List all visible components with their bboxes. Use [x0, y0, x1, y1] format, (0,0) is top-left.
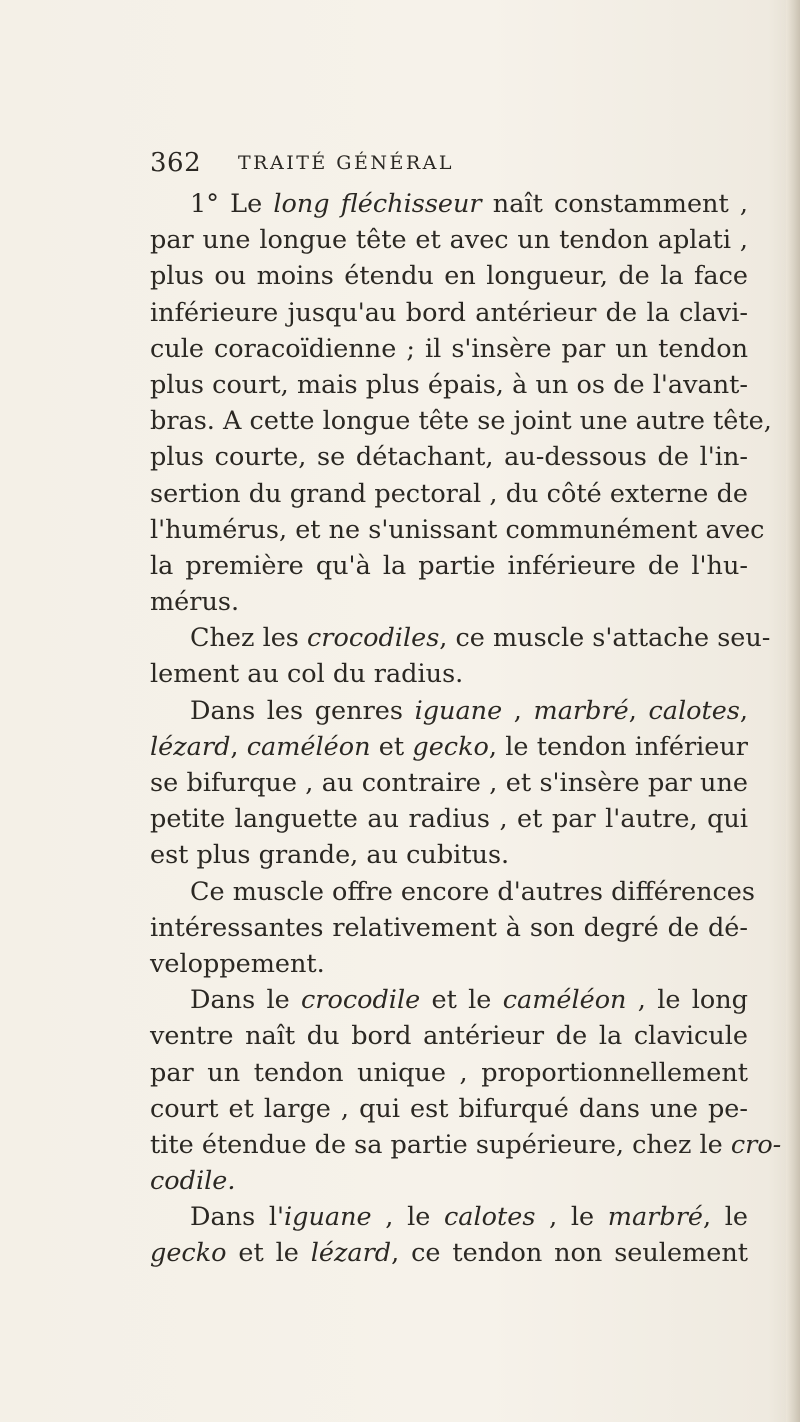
- text-segment: ventre naît du bord antérieur de la clavicule: [150, 1021, 748, 1052]
- text-line: [150, 222, 748, 258]
- text-segment: l'humérus, et ne s'unissant communément avec: [150, 514, 765, 545]
- text-segment: ,: [739, 695, 748, 726]
- page-edge: [786, 0, 800, 1422]
- italic-term: crocodile: [301, 985, 421, 1016]
- text-segment: lement au col du radius.: [150, 659, 464, 690]
- text-segment: ,: [502, 695, 534, 726]
- text-segment: veloppement.: [150, 948, 325, 979]
- text-segment: Dans le: [190, 985, 302, 1016]
- text-line: [150, 801, 748, 837]
- text-segment: inférieure jusqu'au bord antérieur de la clavi-: [150, 297, 748, 328]
- italic-term: crocodiles: [307, 623, 440, 654]
- text-segment: , ce muscle s'attache seu-: [439, 623, 771, 654]
- text-segment: , ce tendon non seulement: [391, 1238, 748, 1269]
- text-segment: plus courte, se détachant, au-dessous de l'in-: [150, 442, 748, 473]
- text-line: [150, 403, 772, 439]
- italic-term: caméléon: [246, 731, 371, 762]
- text-segment: et le: [420, 985, 503, 1016]
- text-line: [150, 258, 748, 294]
- text-line: [150, 1055, 748, 1091]
- text-segment: plus court, mais plus épais, à un os de l'avant-: [150, 369, 748, 400]
- text-line: [150, 1127, 782, 1163]
- text-segment: , le: [702, 1202, 749, 1233]
- text-segment: sertion du grand pectoral , du côté externe de: [150, 478, 748, 509]
- text-segment: ,: [628, 695, 649, 726]
- italic-term: marbré: [607, 1202, 703, 1233]
- page-header: [150, 148, 710, 178]
- text-line: [150, 620, 771, 656]
- italic-term: long fléchisseur: [273, 189, 482, 219]
- italic-term: caméléon: [502, 985, 627, 1016]
- text-line: [150, 656, 748, 692]
- text-line: [150, 476, 748, 512]
- text-segment: par un tendon unique , proportionnellement: [150, 1057, 748, 1088]
- text-line: [150, 729, 748, 765]
- body-text: [150, 186, 782, 1272]
- text-segment: plus ou moins étendu en longueur, de la face: [150, 261, 748, 292]
- text-segment: mérus.: [150, 587, 240, 618]
- italic-term: calotes: [648, 695, 740, 726]
- text-segment: Dans l': [190, 1202, 284, 1233]
- text-segment: et: [370, 731, 413, 762]
- italic-term: iguane: [284, 1202, 372, 1233]
- text-segment: se bifurque , au contraire , et s'insère par une: [150, 768, 748, 798]
- text-segment: 1° Le: [190, 189, 274, 219]
- italic-term: iguane: [414, 695, 503, 726]
- text-line: [150, 295, 748, 331]
- text-segment: petite languette au radius , et par l'autre, qui: [150, 804, 748, 835]
- italic-term: marbré: [533, 695, 629, 726]
- text-segment: Ce muscle offre encore d'autres différences: [190, 876, 755, 907]
- text-segment: Dans les genres: [190, 695, 415, 726]
- text-line: [150, 910, 748, 946]
- text-line: [150, 1018, 748, 1054]
- text-line: [150, 367, 748, 403]
- text-segment: , le: [371, 1202, 444, 1233]
- text-line: [150, 1091, 748, 1127]
- text-segment: intéressantes relativement à son degré de dé-: [150, 912, 748, 943]
- text-line: [150, 1235, 748, 1271]
- italic-term: cro-: [730, 1129, 782, 1160]
- text-segment: la première qu'à la partie inférieure de l'hu-: [150, 550, 748, 581]
- text-line: [150, 439, 748, 475]
- text-line: [150, 837, 748, 873]
- text-segment: cule coracoïdienne ; il s'insère par un tendon: [150, 333, 748, 364]
- page-number: 362: [150, 148, 202, 178]
- text-segment: est plus grande, au cubitus.: [150, 840, 510, 871]
- text-segment: naît constamment ,: [481, 189, 748, 219]
- text-line: [150, 584, 748, 620]
- text-line: [150, 1199, 748, 1235]
- text-segment: , le tendon inférieur: [488, 731, 748, 762]
- text-line: [150, 982, 748, 1018]
- text-line: [150, 693, 748, 729]
- text-segment: tite étendue de sa partie supérieure, chez le: [150, 1129, 731, 1160]
- text-line: [150, 548, 748, 584]
- text-line: [150, 331, 748, 367]
- text-segment: et le: [226, 1238, 311, 1269]
- text-line: [150, 874, 755, 910]
- text-segment: bras. A cette longue tête se joint une autre tête,: [150, 406, 772, 437]
- text-segment: , le: [535, 1202, 608, 1233]
- italic-term: lézard: [150, 731, 231, 762]
- text-segment: Chez les: [190, 623, 308, 654]
- italic-term: gecko: [150, 1238, 227, 1269]
- italic-term: codile.: [150, 1166, 236, 1197]
- italic-term: lézard: [310, 1238, 392, 1269]
- text-segment: , le long: [626, 985, 748, 1016]
- text-line: [150, 512, 765, 548]
- text-segment: ,: [230, 731, 247, 762]
- text-segment: par une longue tête et avec un tendon aplati ,: [150, 225, 748, 256]
- running-title: TRAITÉ GÉNÉRAL: [238, 152, 454, 174]
- text-segment: court et large , qui est bifurqué dans une pe-: [150, 1093, 748, 1124]
- italic-term: calotes: [444, 1202, 536, 1233]
- text-line: [150, 186, 748, 222]
- text-line: [150, 946, 748, 982]
- text-line: [150, 1163, 748, 1199]
- italic-term: gecko: [412, 731, 489, 762]
- text-line: [150, 765, 748, 801]
